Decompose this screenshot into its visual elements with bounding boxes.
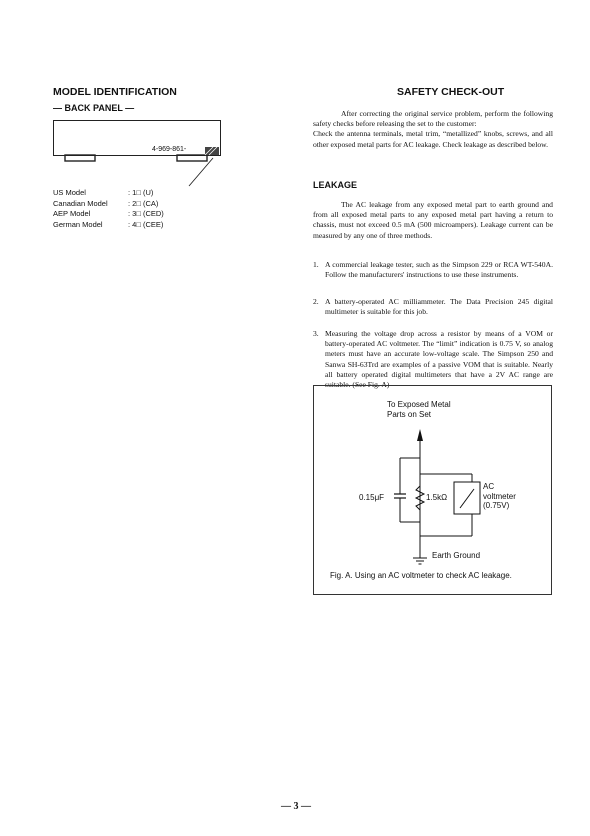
leakage-rest: ground and from all exposed metal parts to any exposed metal part having a return to chassis, must not exceed 0.5 mA (500 microampers). Leakage current can be measured by any one of three methods. — [313, 200, 553, 240]
safety-intro-paragraph — [313, 109, 553, 150]
method-item — [313, 260, 553, 292]
method-item — [313, 297, 553, 319]
model-code: : 2□ (CA) — [128, 198, 159, 208]
part-number-label: 4-969-861- — [152, 146, 187, 153]
method-number: 1. — [313, 260, 319, 269]
model-code: : 3□ (CED) — [128, 209, 164, 218]
voltmeter-line1: AC — [483, 482, 495, 491]
page-number: — 3 — — [281, 801, 311, 812]
intro-first-line: After correcting the original service problem, perform — [341, 109, 510, 118]
method-item — [313, 329, 553, 389]
method-text: A battery-operated AC milliammeter. The Data Precision 245 digital multimeter is suitable for this job. — [325, 297, 553, 317]
intro-rest: the following safety checks before releasing the set to the customer: — [313, 109, 553, 129]
exposed-metal-line1: To Exposed Metal — [387, 400, 451, 409]
voltmeter-line2: voltmeter — [483, 491, 516, 501]
leakage-first-line: The AC leakage from any exposed metal part to earth — [341, 200, 515, 209]
model-code: : 4□ (CEE) — [128, 219, 164, 229]
model-name: US Model — [53, 188, 86, 197]
model-code: : 1□ (U) — [128, 188, 154, 197]
leakage-title: LEAKAGE — [313, 180, 358, 190]
safety-checkout-title: SAFETY CHECK-OUT — [397, 86, 505, 98]
method-text: A commercial leakage tester, such as the Simpson 229 or RCA WT-540A. Follow the manufacturers' instructions to use these instruments. — [325, 260, 553, 280]
model-name: AEP Model — [53, 209, 91, 218]
capacitor-label: 0.15μF — [359, 493, 385, 502]
earth-ground-label: Earth Ground — [432, 551, 481, 560]
model-name: Canadian Model — [53, 198, 108, 208]
leakage-paragraph — [313, 200, 553, 241]
voltmeter-label — [483, 482, 516, 511]
method-text: Measuring the voltage drop across a resistor by means of a VOM or battery-operated AC voltmeter. The “limit” indication is 0.75 V, so analog meters must have an accurate low-voltage scale. The Simpson 250 and Sanwa SH-63Trd are examples of a passive VOM that is suitable. Nearly all battery operated digital multimeters that have a 2V AC range are suitable. (See Fig. A) — [325, 329, 553, 390]
voltmeter-line3: (0.75V) — [483, 501, 510, 510]
method-number: 3. — [313, 329, 319, 338]
exposed-metal-line2: Parts on Set — [387, 409, 432, 419]
model-name: German Model — [53, 219, 103, 229]
model-list — [53, 188, 108, 230]
resistor-label: 1.5kΩ — [426, 493, 448, 502]
figure-a-box — [313, 385, 552, 595]
intro-second-paragraph: Check the antenna terminals, metal trim, “metallized” knobs, screws, and all other exposed metal parts for AC leakage. Check leakage as described below. — [313, 129, 553, 149]
model-code-list — [128, 188, 164, 230]
figure-caption: Fig. A. Using an AC voltmeter to check AC leakage. — [330, 571, 512, 580]
back-panel-label: — BACK PANEL — — [53, 103, 135, 113]
exposed-metal-label — [387, 400, 451, 419]
method-number: 2. — [313, 297, 319, 306]
model-identification-title: MODEL IDENTIFICATION — [53, 86, 177, 98]
